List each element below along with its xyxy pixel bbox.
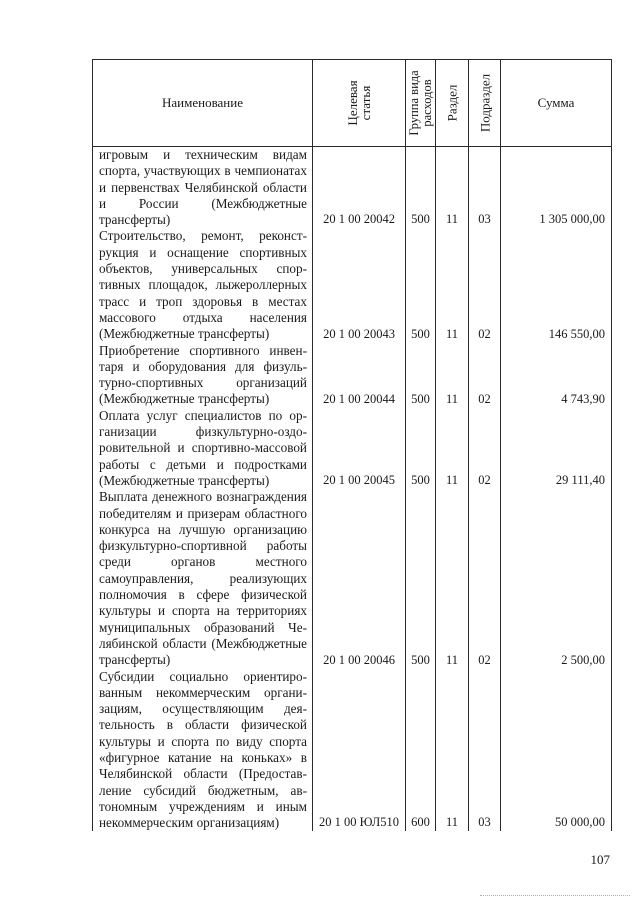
row-name: Субсидии социально ориентированным некоммерческим организациям, осуществляющим деятельность в области физической культуры и спорта по виду спорта «фигурное катание на коньках» в Челябинской области (Предоставление субсидий бюджетным, автономным учреждениям и иным некоммерческим организациям) xyxy=(93,669,313,832)
row-group: 500 xyxy=(406,147,436,229)
row-subsection: 02 xyxy=(469,228,501,342)
table-row xyxy=(93,343,612,408)
row-group: 500 xyxy=(406,343,436,408)
row-section: 11 xyxy=(436,147,469,229)
table-row xyxy=(93,147,612,229)
row-sum: 2 500,00 xyxy=(501,489,612,668)
row-sum: 29 111,40 xyxy=(501,408,612,489)
header-sum xyxy=(501,60,612,147)
header-group-line1: Группа вида xyxy=(406,70,421,136)
row-section: 11 xyxy=(436,343,469,408)
budget-table xyxy=(92,59,612,831)
row-code: 20 1 00 20042 xyxy=(313,147,406,229)
header-subsection-label: Подраздел xyxy=(477,73,492,133)
header-name-label: Наименование xyxy=(162,95,243,110)
row-section: 11 xyxy=(436,669,469,832)
row-code: 20 1 00 20045 xyxy=(313,408,406,489)
row-subsection: 02 xyxy=(469,489,501,668)
row-group: 500 xyxy=(406,228,436,342)
row-code: 20 1 00 20043 xyxy=(313,228,406,342)
header-name xyxy=(93,60,313,147)
row-name: игровым и техническим видам спорта, участвующих в чемпионатах и первенствах Челябинской области и России (Межбюджетные трансферты) xyxy=(93,147,313,229)
row-section: 11 xyxy=(436,489,469,668)
row-subsection: 02 xyxy=(469,343,501,408)
row-subsection: 02 xyxy=(469,408,501,489)
row-sum: 1 305 000,00 xyxy=(501,147,612,229)
table-header-row xyxy=(93,60,612,147)
header-sum-label: Сумма xyxy=(537,95,575,110)
header-group xyxy=(406,60,436,147)
row-subsection: 03 xyxy=(469,147,501,229)
row-name: Строительство, ремонт, реконструкция и оснащение спортивных объектов, универсальных спортивных площадок, лыжероллерных трасс и троп здоровья в местах массового отдыха населения (Межбюджетные трансферты) xyxy=(93,228,313,342)
row-group: 600 xyxy=(406,669,436,832)
row-sum: 146 550,00 xyxy=(501,228,612,342)
row-name: Приобретение спортивного инвентаря и оборудования для физультурно-спортивных организаций (Межбюджетные трансферты) xyxy=(93,343,313,408)
header-code xyxy=(313,60,406,147)
row-sum: 4 743,90 xyxy=(501,343,612,408)
header-section-label: Раздел xyxy=(444,84,460,122)
table-row xyxy=(93,228,612,342)
header-group-line2: расходов xyxy=(419,79,434,127)
row-section: 11 xyxy=(436,408,469,489)
header-section xyxy=(436,60,469,147)
scan-edge-divider xyxy=(480,895,630,896)
header-subsection xyxy=(469,60,501,147)
page-number: 107 xyxy=(590,852,610,867)
row-group: 500 xyxy=(406,489,436,668)
table-row xyxy=(93,408,612,489)
row-group: 500 xyxy=(406,408,436,489)
row-name: Выплата денежного вознаграждения победителям и призерам областного конкурса на лучшую организацию физкультурно-спортивной работы среди органов местного самоуправления, реализующих полномочия в сфере физической культуры и спорта на территориях муниципальных образований Челябинской области (Межбюджетные трансферты) xyxy=(93,489,313,668)
row-code: 20 1 00 20044 xyxy=(313,343,406,408)
row-code: 20 1 00 20046 xyxy=(313,489,406,668)
row-sum: 50 000,00 xyxy=(501,669,612,832)
row-code: 20 1 00 ЮЛ510 xyxy=(313,669,406,832)
table-row xyxy=(93,669,612,832)
table-row xyxy=(93,489,612,668)
row-name: Оплата услуг специалистов по организации физкультурно-оздоровительной и спортивно-массовой работы с детьми и подростками (Межбюджетные трансферты) xyxy=(93,408,313,489)
row-section: 11 xyxy=(436,228,469,342)
header-code-line1: Целевая xyxy=(345,80,360,126)
header-code-line2: статья xyxy=(358,85,373,121)
row-subsection: 03 xyxy=(469,669,501,832)
